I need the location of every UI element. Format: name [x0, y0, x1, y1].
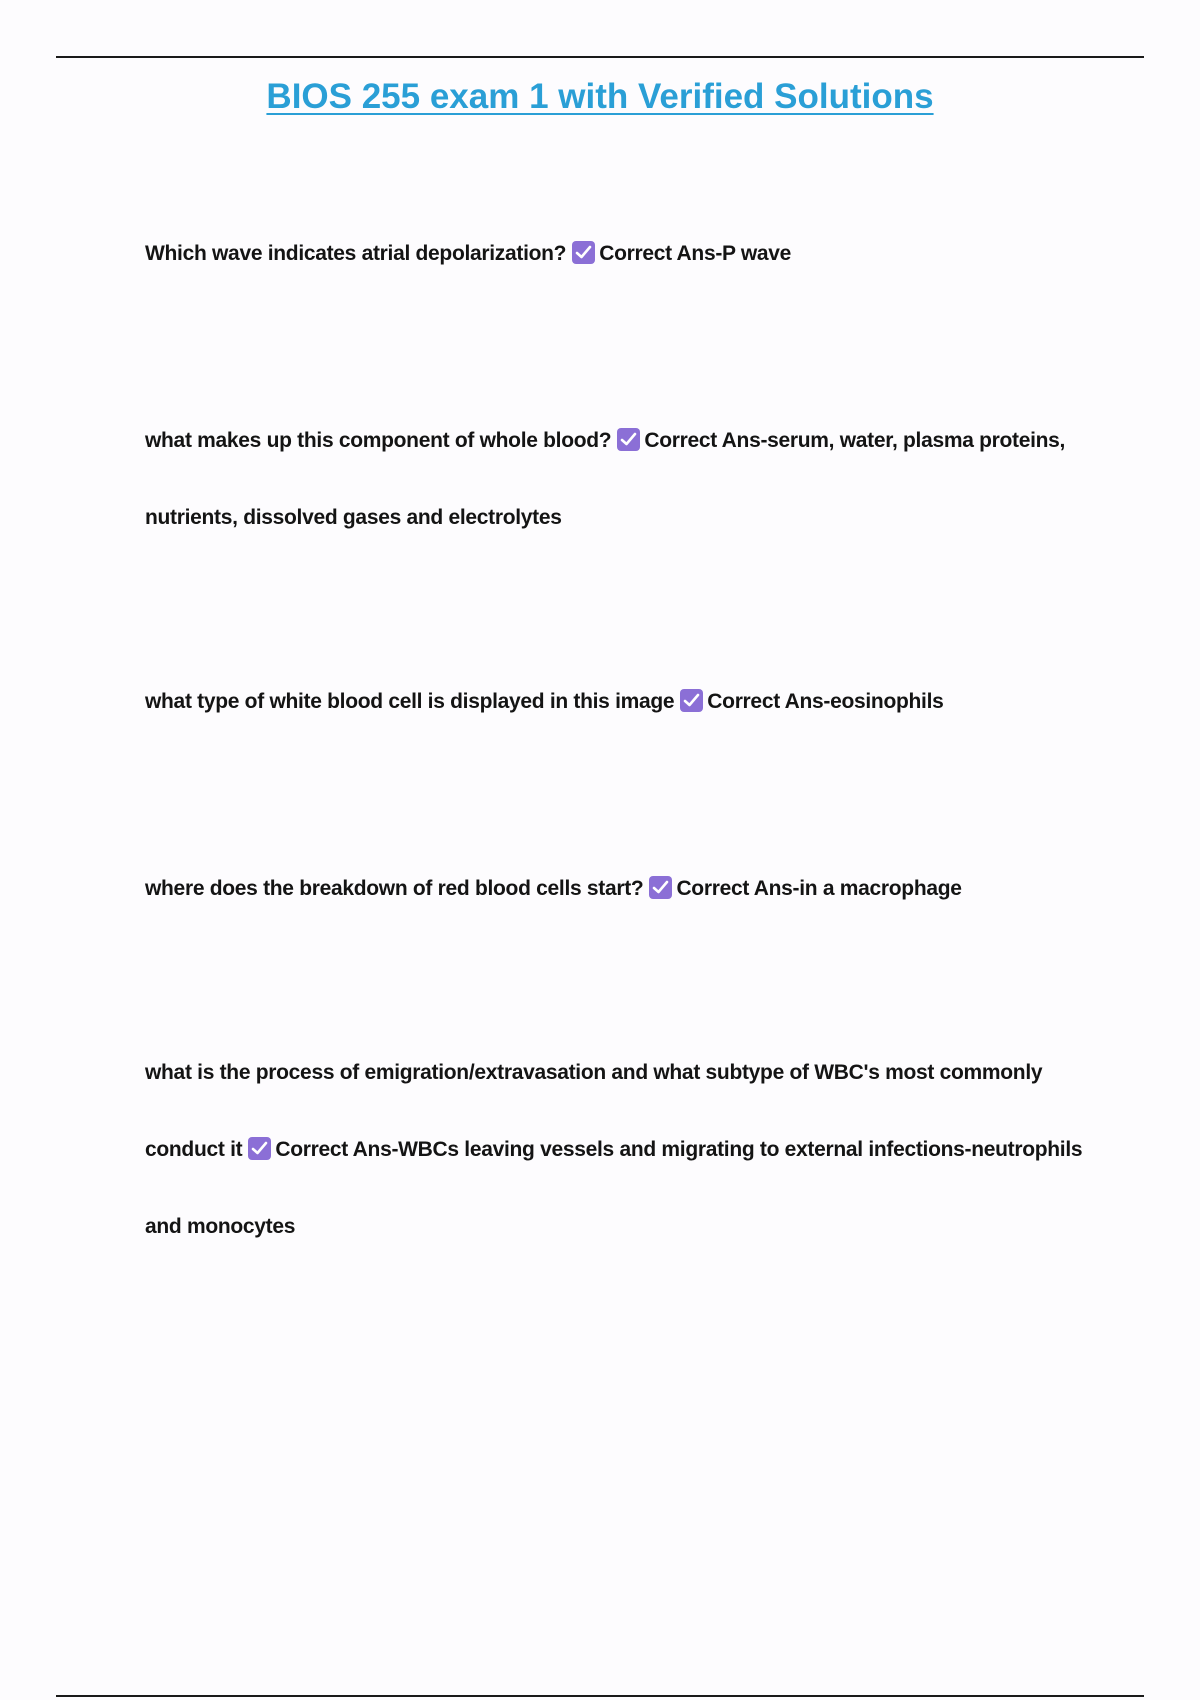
qa-item-4 — [145, 850, 1085, 927]
answer-text: Correct Ans-P wave — [599, 242, 792, 265]
question-text: what is the process of emigration/extravasation and what subtype of WBC's most commonly conduct it — [145, 1061, 1043, 1161]
check-box-icon — [680, 689, 703, 712]
question-text: where does the breakdown of red blood cells start? — [145, 877, 644, 900]
answer-text: Correct Ans-in a macrophage — [676, 877, 962, 900]
question-text: Which wave indicates atrial depolarization? — [145, 242, 567, 265]
qa-item-5 — [145, 1034, 1085, 1265]
title-text: BIOS 255 exam 1 with Verified Solutions — [266, 77, 934, 116]
top-rule — [56, 56, 1144, 58]
document-title — [0, 74, 1200, 120]
bottom-rule — [56, 1695, 1144, 1697]
question-text: what makes up this component of whole blood? — [145, 429, 612, 452]
check-box-icon — [617, 428, 640, 451]
qa-item-1 — [145, 215, 1085, 292]
check-box-icon — [248, 1137, 271, 1160]
check-box-icon — [649, 876, 672, 899]
question-text: what type of white blood cell is displayed in this image — [145, 690, 675, 713]
qa-item-2 — [145, 402, 1085, 556]
answer-text: Correct Ans-WBCs leaving vessels and migrating to external infections-neutrophils and monocytes — [145, 1138, 1083, 1238]
answer-text: Correct Ans-serum, water, plasma proteins, nutrients, dissolved gases and electrolytes — [145, 429, 1066, 529]
check-box-icon — [572, 241, 595, 264]
answer-text: Correct Ans-eosinophils — [707, 690, 944, 713]
qa-item-3 — [145, 663, 1085, 740]
